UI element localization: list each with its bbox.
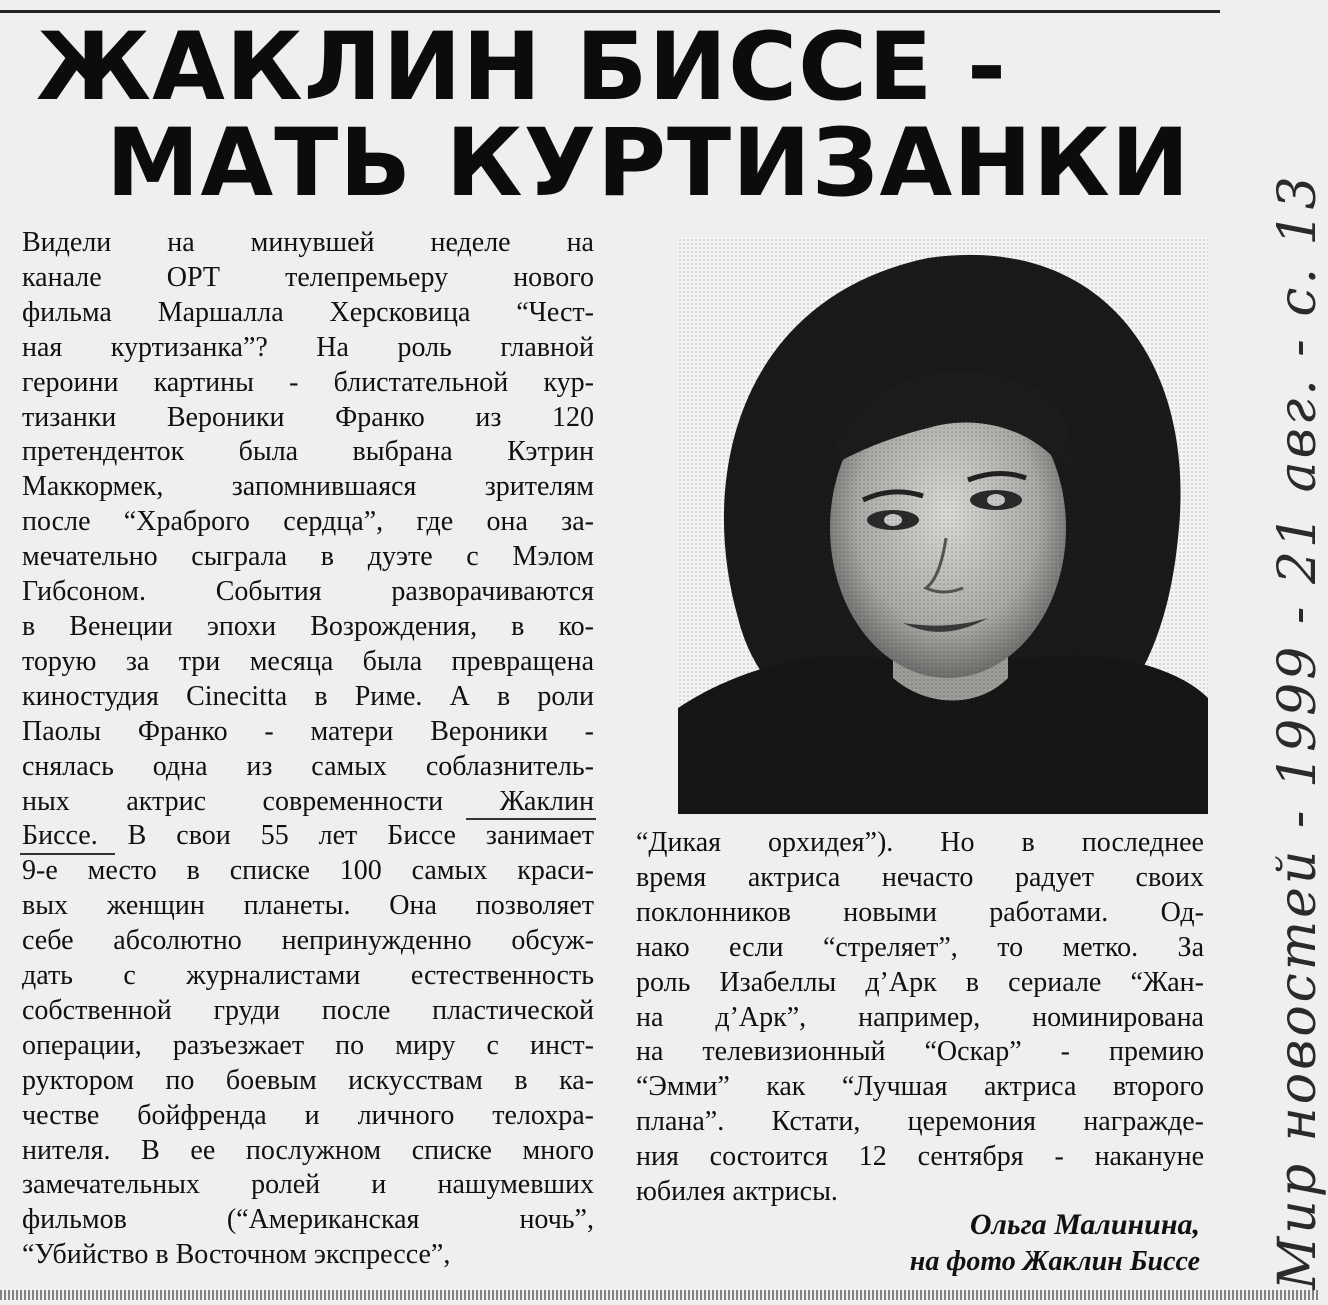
article-line: ния состоится 12 сентября - накануне (636, 1141, 1204, 1173)
article-line: снялась одна из самых соблазнитель- (22, 750, 594, 782)
article-line: Видели на минувшей неделе на (22, 227, 594, 258)
article-line: в Венеции эпохи Возрождения, в ко- (22, 610, 594, 642)
article-line: операции, разъезжает по миру с инст- (22, 1029, 594, 1061)
portrait-photo (678, 238, 1208, 814)
author-signature: Ольга Малинина, (969, 1208, 1200, 1241)
article-line: роль Изабеллы д’Арк в сериале “Жан- (636, 966, 1204, 998)
pen-underline (466, 818, 596, 820)
article-line: ных актрис современности Жаклин (22, 785, 594, 817)
article-line: поклонников новыми работами. Од- (636, 896, 1204, 928)
article-line: Паолы Франко - матери Вероники - (22, 715, 594, 747)
pen-underline (20, 853, 115, 855)
bottom-rule (0, 1290, 1318, 1300)
article-line: торую за три месяца была превращена (22, 645, 594, 677)
article-line: юбилея актрисы. (636, 1176, 838, 1208)
headline (36, 13, 1226, 218)
handwritten-source-note: Мир новостей - 1999 - 21 авг. - с. 13 (1268, 173, 1328, 1290)
article-line: ная куртизанка”? На роль главной (22, 331, 594, 363)
article-left-column (22, 226, 594, 1273)
article-line: фильма Маршалла Херсковица “Чест- (22, 296, 594, 328)
article-line: тизанки Вероники Франко из 120 (22, 401, 594, 433)
article-line: на д’Арк”, например, номинирована (636, 1001, 1204, 1033)
article-line: канале ОРТ телепремьеру нового (22, 261, 594, 293)
article-line: героини картины - блистательной кур- (22, 366, 594, 398)
article-line: Маккормек, запомнившаяся зрителям (22, 471, 594, 503)
article-line: нителя. В ее послужном списке много (22, 1134, 594, 1166)
article-line: на телевизионный “Оскар” - премию (636, 1036, 1204, 1068)
photo-caption: на фото Жаклин Биссе (909, 1246, 1200, 1277)
portrait-image (678, 238, 1208, 814)
headline-line-2: МАТЬ КУРТИЗАНКИ (106, 109, 1191, 218)
article-line: собственной груди после пластической (22, 994, 594, 1026)
article-line: фильмов (“Американская ночь”, (22, 1204, 594, 1236)
article-line: время актриса нечасто радует своих (636, 861, 1204, 893)
article-line: замечательных ролей и нашумевших (22, 1169, 594, 1201)
article-right-column (636, 826, 1204, 1210)
article-line: вых женщин планеты. Она позволяет (22, 890, 594, 922)
headline-line-1: ЖАКЛИН БИССЕ - (36, 13, 1008, 122)
article-line: киностудия Cinecitta в Риме. А в роли (22, 680, 594, 712)
article-line: нако если “стреляет”, то метко. За (636, 931, 1204, 963)
article-line: 9-е место в списке 100 самых краси- (22, 855, 594, 887)
article-line: дать с журналистами естественность (22, 960, 594, 992)
article-line: себе абсолютно непринужденно обсуж- (22, 925, 594, 957)
article-line: Биссе. В свои 55 лет Биссе занимает (22, 820, 594, 852)
article-line: мечательно сыграла в дуэте с Мэлом (22, 541, 594, 573)
article-line: претенденток была выбрана Кэтрин (22, 436, 594, 468)
article-line: “Эмми” как “Лучшая актриса второго (636, 1071, 1204, 1103)
article-line: “Дикая орхидея”). Но в последнее (636, 827, 1204, 858)
article-line: плана”. Кстати, церемония награжде- (636, 1106, 1204, 1138)
article-line: честве бойфренда и личного телохра- (22, 1099, 594, 1131)
article-line: руктором по боевым искусствам в ка- (22, 1064, 594, 1096)
article-line: после “Храброго сердца”, где она за- (22, 506, 594, 538)
article-line: Гибсоном. События разворачиваются (22, 576, 594, 608)
article-line: “Убийство в Восточном экспрессе”, (22, 1239, 451, 1271)
